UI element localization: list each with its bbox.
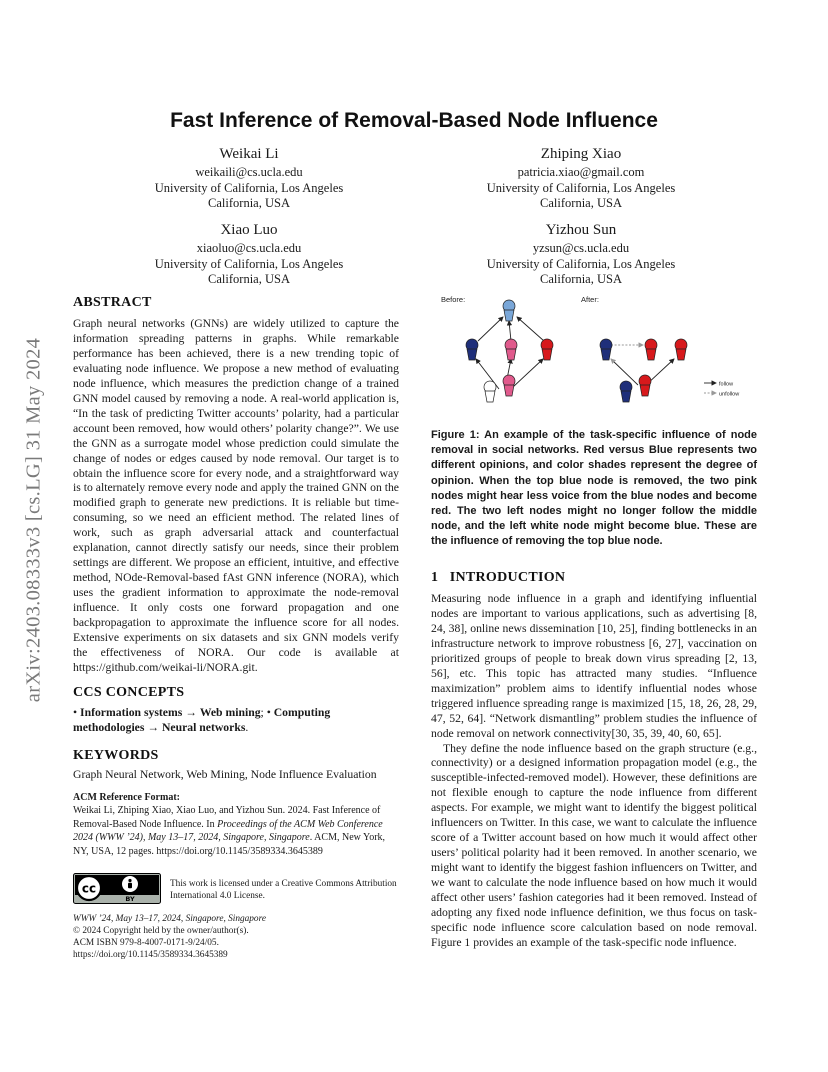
before-node-top-blue	[503, 300, 515, 321]
acm-reference-text: Weikai Li, Zhiping Xiao, Xiao Luo, and Yizhou Sun. 2024. Fast Inference of Removal-Based Node Influence. In	[73, 805, 381, 830]
author-name: Zhiping Xiao	[540, 146, 622, 162]
author-affiliation: University of California, Los Angeles	[486, 256, 676, 271]
author-affiliation: University of California, Los Angeles	[154, 256, 344, 271]
footer-meta	[73, 913, 399, 961]
ccs-bullet: •	[73, 706, 78, 719]
after-node-red-2	[675, 339, 687, 360]
section-number: 1	[431, 570, 439, 585]
before-label: Before:	[441, 295, 466, 304]
author-name: Weikai Li	[219, 146, 279, 162]
abstract-body	[73, 317, 399, 676]
author-location: California, USA	[540, 272, 622, 287]
footer-isbn: ACM ISBN 979-8-4007-0171-9/24/05.	[73, 938, 219, 949]
ccs-concepts: • Information systems → Web mining; • Computing methodologies → Neural networks.	[73, 706, 331, 734]
author-block	[120, 221, 378, 288]
author-affiliation: University of California, Los Angeles	[154, 180, 344, 195]
after-node-bottom-red	[639, 375, 651, 396]
ccs-arrow: →	[185, 706, 197, 719]
author-location: California, USA	[540, 196, 622, 211]
ccs-arrow: →	[147, 720, 160, 734]
acm-reference	[73, 791, 399, 858]
footer-copyright: © 2024 Copyright held by the owner/author(s).	[73, 926, 249, 937]
introduction-heading	[431, 570, 565, 586]
ccs-term: Information systems	[80, 706, 183, 719]
before-node-left-blue	[466, 339, 478, 360]
cc-icon-text: cc	[81, 881, 97, 896]
author-email: weikaili@cs.ucla.edu	[195, 165, 303, 179]
by-label: BY	[125, 895, 135, 904]
author-block	[452, 145, 710, 212]
cc-by-badge[interactable]	[73, 873, 161, 904]
before-node-red	[541, 339, 553, 360]
ccs-term: Web mining	[199, 706, 261, 719]
ccs-bullet: •	[266, 706, 271, 719]
ccs-term: Neural networks	[161, 720, 246, 734]
legend-unfollow: unfollow	[719, 391, 740, 398]
footer-doi[interactable]: https://doi.org/10.1145/3589334.3645389	[73, 950, 228, 961]
after-node-bottom-blue	[620, 381, 632, 402]
license-text: This work is licensed under a Creative Commons Attribution International 4.0 License.	[170, 879, 397, 901]
acm-reference-text: . ACM, New York, NY, USA, 12 pages. https://doi.org/10.1145/3589334.3645389	[73, 832, 386, 857]
paper-title: Fast Inference of Removal-Based Node Influence	[170, 109, 658, 132]
author-location: California, USA	[208, 196, 290, 211]
intro-paragraph: Measuring node influence in a graph and identifying influential nodes are important to various applications, such as advertising [8, 24, 38], online news dissemination [10, 25], finding bottlenecks in an infrastructure network to improve robustness [6, 27], vaccination on prioritized groups of people to break down virus spreading [2, 13, 56], etc. This topic has attracted many studies. “Influence maximization” problem aims to identify influential nodes whose triggered influence spreading range is maximized [15, 18, 26, 28, 29, 47, 52, 64]. “Network dismantling” problem studies the influence of node removal on network connectivity[30, 35, 39, 40, 60, 65].	[431, 592, 757, 740]
keywords-text: Graph Neural Network, Web Mining, Node Influence Evaluation	[73, 768, 377, 781]
author-email: xiaoluo@cs.ucla.edu	[196, 241, 302, 255]
before-node-pink	[505, 339, 517, 360]
after-node-red-1	[645, 339, 657, 360]
author-email: patricia.xiao@gmail.com	[517, 165, 645, 179]
arxiv-stamp	[22, 280, 46, 760]
arxiv-identifier: arXiv:2403.08333v3 [cs.LG] 31 May 2024	[22, 337, 45, 703]
author-email: yzsun@cs.ucla.edu	[532, 241, 630, 255]
author-block	[120, 145, 378, 212]
footer-venue: WWW ’24, May 13–17, 2024, Singapore, Singapore	[73, 914, 266, 924]
ccs-heading: CCS CONCEPTS	[73, 685, 185, 700]
acm-reference-heading: ACM Reference Format:	[73, 792, 180, 803]
figure-caption: Figure 1: An example of the task-specific influence of node removal in social networks. Red versus Blue represents two different opinions, and color shades represent the degree of opinion. When the top blue node is removed, the two pink nodes might hear less voice from the blue nodes and become red. The two left nodes might no longer follow the middle node, and the left white node might become blue. These are the influence of removing the top blue node.	[431, 429, 757, 548]
author-affiliation: University of California, Los Angeles	[486, 180, 676, 195]
author-block	[452, 221, 710, 288]
acm-reference-venue: Proceedings of the ACM Web Conference 2024 (WWW ’24), May 13–17, 2024, Singapore, Singapore	[73, 818, 383, 844]
introduction-body	[431, 592, 757, 951]
abstract-heading: ABSTRACT	[73, 295, 152, 310]
author-location: California, USA	[208, 272, 290, 287]
ccs-term: Computing methodologies	[73, 706, 331, 734]
keywords-heading: KEYWORDS	[73, 748, 159, 763]
before-node-bottom-pink	[503, 375, 515, 396]
abstract-text: Graph neural networks (GNNs) are widely utilized to capture the information spreading patterns in graphs. While remarkable performance has been achieved, there is a new trending topic of evaluating node influence. We propose a new method of evaluating node influence, which measures the prediction change of a trained GNN model caused by removing a node. A real-world application is, “In the task of predicting Twitter accounts’ polarity, had a particular account been removed, how would others’ polarity change?”. We use the GNN as a surrogate model whose prediction could simulate the change of nodes or edges caused by node removal. Our target is to obtain the influence score for every node, and a straightforward way is to alternately remove every node and apply the trained GNN on the modified graph to generate new predictions. It is reliable but time-consuming, so we need an efficient method. The related lines of work, such as graph adversarial attack and counterfactual explanation, cannot directly satisfy our needs, since their problem settings are different. We propose an efficient, intuitive, and effective method, NOde-Removal-based fAst GNN inference (NORA), which uses the gradient information to approximate the node-removal influence. It only costs one forward propagation and one backpropagation to approximate the influence score for all nodes. Extensive experiments on six datasets and six GNN models verify the effectiveness of NORA. Our code is available at https://github.com/weikai-li/NORA.git.	[73, 317, 399, 674]
after-label: After:	[581, 295, 599, 304]
after-node-left-blue	[600, 339, 612, 360]
author-name: Yizhou Sun	[545, 222, 617, 238]
figure-1	[431, 289, 757, 417]
intro-paragraph: They define the node influence based on the graph structure (e.g., connectivity) or a designed information propagation model (e.g., the susceptible-infected-removed model). However, these definitions are not flexible enough to capture the node influence from different aspects. For example, we might want to identify the biggest political influencers on Twitter. In this case, we want to calculate the influence score of a Twitter account based on how much it would affect other users’ political polarity had it been removed. In another scenario, we might want to identify the biggest fashion influencers on Twitter, and we want to calculate the node influence based on how much it would affect other users’ fashion categories had it been removed. Instead of adopting any fixed node influence definition, we thus focus on task-specific node influence score calculation based on node removal. Figure 1 provides an example of the task-specific node influence.	[431, 741, 757, 949]
author-name: Xiao Luo	[220, 222, 278, 238]
before-node-white	[484, 381, 496, 402]
figure-legend	[704, 382, 739, 398]
legend-follow: follow	[719, 381, 734, 388]
section-title: INTRODUCTION	[449, 570, 566, 585]
